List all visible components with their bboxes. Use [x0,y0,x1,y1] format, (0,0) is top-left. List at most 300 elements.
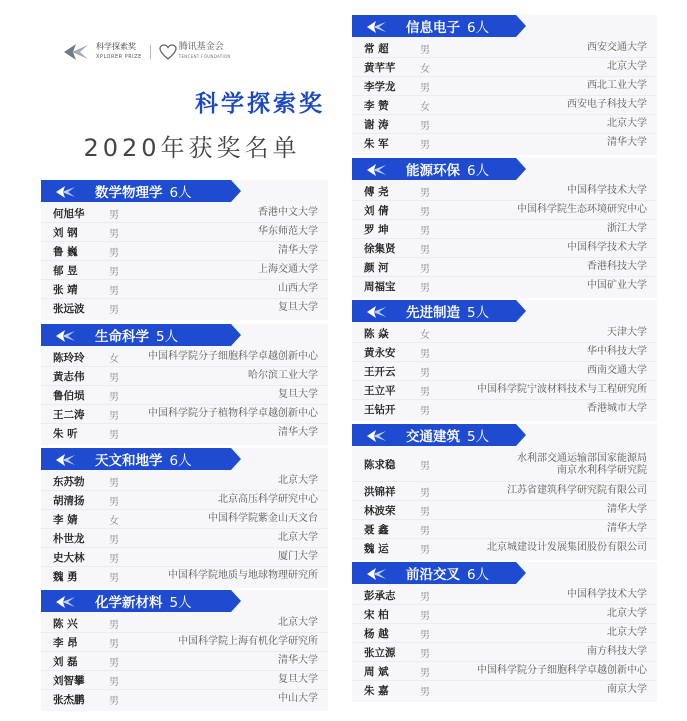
winner-affiliation-cell [125,283,328,295]
winner-affiliation: 中国科学院地质与地球物理研究所 [168,570,318,581]
winner-row [352,482,657,501]
winner-affiliation: 厦门大学 [278,551,318,562]
winner-affiliation: 清华大学 [278,427,318,438]
category-name: 交通建筑 [406,429,460,445]
winner-affiliation: 中国矿业大学 [587,280,647,291]
winner-affiliation-cell [436,542,657,554]
winner-affiliation-cell [125,674,328,686]
category-name: 天文和地学 [95,453,163,469]
category-count: 5人 [467,429,490,445]
winner-affiliation: 南京大学 [607,684,647,695]
winner-gender: 男 [109,638,119,650]
tencent-foundation-heart-icon [159,44,177,60]
winner-row [41,690,328,708]
winner-affiliation-cell [125,207,328,219]
winner-row [41,671,328,690]
winner-affiliation-cell [125,617,328,629]
winner-name: 徐集贤 [364,242,396,255]
winner-gender: 女 [109,515,119,527]
winner-name: 陈求稳 [364,459,396,471]
winner-gender: 男 [420,506,430,518]
winner-affiliation: 北京大学 [607,61,647,72]
winner-row [352,400,657,418]
category-panel [41,180,328,320]
winner-affiliation: 清华大学 [278,245,318,256]
winner-affiliation: 清华大学 [607,523,647,534]
winner-affiliation: 复旦大学 [278,389,318,400]
winner-name: 宋 柏 [364,608,389,621]
category-count: 5人 [169,595,192,611]
category-name: 能源环保 [406,163,460,179]
winner-row [352,239,657,258]
winner-affiliation-cell [436,365,657,377]
winner-row [41,223,328,242]
winner-gender: 男 [109,266,119,278]
winner-row [352,277,657,295]
category-name: 化学新材料 [95,595,163,611]
category-header [352,158,516,180]
xplorer-prize-logo-icon [62,42,92,62]
winner-row [352,343,657,362]
winner-gender: 女 [420,63,430,75]
winner-affiliation: 香港中文大学 [258,207,318,218]
winner-affiliation-cell [436,453,657,477]
xplorer-arrow-icon [366,162,388,176]
winner-gender: 男 [109,657,119,669]
winner-row [41,299,328,317]
winner-row [41,386,328,405]
category-count: 5人 [156,329,179,345]
winner-affiliation-cell [436,608,657,620]
category-header [41,180,231,202]
winner-affiliation: 北京大学 [607,627,647,638]
winner-name: 魏 运 [364,542,389,555]
winner-gender: 男 [109,285,119,297]
xplorer-arrow-icon [366,304,388,318]
winner-gender: 男 [420,610,430,622]
winner-row [352,220,657,239]
xplorer-arrow-icon [55,594,77,608]
winner-affiliation: 清华大学 [607,137,647,148]
winner-affiliation: 中国科学院分子细胞科学卓越创新中心 [477,665,647,676]
winner-name: 刘智攀 [53,674,85,687]
winner-gender: 男 [420,244,430,256]
winner-gender: 男 [109,619,119,631]
category-panel [352,562,657,702]
logo-tf-cn: 腾讯基金会 [178,42,224,52]
winner-name: 李 赞 [364,99,389,112]
winner-row [352,520,657,539]
winner-gender: 男 [420,139,430,151]
xplorer-arrow-icon [55,184,77,198]
winner-affiliation: 北京大学 [607,608,647,619]
page-subtitle: 2020年获奖名单 [83,134,301,162]
winner-name: 黄志伟 [53,370,85,383]
xplorer-arrow-icon [55,328,77,342]
winner-gender: 男 [420,206,430,218]
winner-affiliation-cell [436,504,657,516]
category-header [41,448,231,470]
winner-name: 史大林 [53,551,85,564]
category-panel [352,15,657,155]
winner-affiliation: 浙江大学 [607,223,647,234]
winner-name: 何旭华 [53,207,85,220]
winner-affiliation-cell [125,532,328,544]
winner-gender: 男 [420,282,430,294]
winner-row [352,501,657,520]
winner-affiliation: 西安电子科技大学 [567,99,647,110]
winner-row [41,491,328,510]
winner-row [41,405,328,424]
winner-affiliation-cell [436,523,657,535]
winner-row [352,77,657,96]
winner-gender: 男 [109,372,119,384]
winner-row [41,510,328,529]
winner-affiliation: 天津大学 [607,327,647,338]
winner-gender: 男 [420,544,430,556]
winner-affiliation: 中山大学 [278,693,318,704]
winner-affiliation: 香港科技大学 [587,261,647,272]
winner-name: 陈 焱 [364,327,389,340]
winner-affiliation-cell [125,264,328,276]
category-name: 生命科学 [95,329,149,345]
xplorer-prize-logo-text [96,42,142,62]
winner-name: 李学龙 [364,80,396,93]
winner-gender: 女 [420,101,430,113]
winner-gender: 男 [420,629,430,641]
winner-row [41,367,328,386]
winner-name: 周福宝 [364,280,396,293]
winner-affiliation: 中国科学技术大学 [567,589,647,600]
winner-affiliation-cell [125,475,328,487]
winner-affiliation-cell [125,408,328,420]
winner-name: 王开云 [364,365,396,378]
winner-name: 张远波 [53,302,85,315]
winner-affiliation: 水利部交通运输部国家能源局 [517,452,647,464]
winner-affiliation-cell [436,403,657,415]
winner-name: 朴世龙 [53,532,85,545]
logo-divider [150,45,151,59]
winner-row [352,624,657,643]
category-panel [352,300,657,421]
winner-gender: 男 [420,648,430,660]
winner-affiliation: 中国科学技术大学 [567,242,647,253]
winner-affiliation-cell [125,655,328,667]
winner-gender: 男 [109,391,119,403]
winner-affiliation-cell [125,636,328,648]
category-name: 前沿交叉 [406,567,460,583]
winner-gender: 男 [109,572,119,584]
winner-gender: 男 [109,553,119,565]
category-header [41,590,231,612]
winner-row [41,548,328,567]
winner-affiliation: 北京大学 [278,617,318,628]
winner-affiliation: 哈尔滨工业大学 [248,370,318,381]
winner-affiliation-cell [125,693,328,705]
winner-name: 罗 坤 [364,223,389,236]
winner-row [352,539,657,557]
winner-name: 王二涛 [53,408,85,421]
winner-row [41,261,328,280]
category-panel [352,424,657,560]
winner-name: 王立平 [364,384,396,397]
winner-affiliation: 华中科技大学 [587,346,647,357]
winner-affiliation-cell [125,427,328,439]
xplorer-arrow-icon [366,566,388,580]
winner-affiliation-cell [436,99,657,111]
winner-affiliation-cell [436,485,657,497]
winner-row [352,134,657,152]
winner-affiliation: 西安交通大学 [587,42,647,53]
winner-affiliation-cell [436,223,657,235]
winner-gender: 男 [420,487,430,499]
winner-affiliation-cell [436,589,657,601]
winner-affiliation-cell [436,204,657,216]
winner-affiliation-cell [125,302,328,314]
logo-tf-en: TENCENT FOUNDATION [178,54,231,59]
winner-row [41,633,328,652]
winner-affiliation: 香港城市大学 [587,403,647,414]
winner-name: 朱 嘉 [364,684,389,697]
winner-name: 鲁 巍 [53,245,78,258]
winner-affiliation-cell [436,627,657,639]
winner-row [41,652,328,671]
winner-name: 傅 尧 [364,185,389,198]
winner-name: 黄永安 [364,346,396,359]
winner-affiliation: 中国科学院紫金山天文台 [208,513,318,524]
winner-affiliation: 复旦大学 [278,302,318,313]
winner-gender: 男 [420,82,430,94]
winner-row [352,362,657,381]
category-name: 先进制造 [406,305,460,321]
winner-affiliation: 中国科学院分子细胞科学卓越创新中心 [148,351,318,362]
winner-row [41,348,328,367]
winner-gender: 女 [109,353,119,365]
winner-row [352,605,657,624]
category-name: 信息电子 [406,20,460,36]
category-panel [41,590,328,711]
winner-affiliation-cell [436,646,657,658]
winner-affiliation-cell [436,327,657,339]
winner-gender: 男 [109,534,119,546]
winner-gender: 男 [420,263,430,275]
category-count: 5人 [467,305,490,321]
winner-affiliation: 南方科技大学 [587,646,647,657]
category-count: 6人 [169,185,192,201]
logo-xp-cn: 科学探索奖 [96,42,136,51]
category-count: 6人 [467,567,490,583]
winner-row [41,529,328,548]
winner-row [41,424,328,442]
winner-affiliation-cell [125,551,328,563]
category-header [41,324,231,346]
category-header [352,424,516,446]
winner-row [352,115,657,134]
winner-affiliation-cell [436,242,657,254]
winner-name: 刘 倩 [364,204,389,217]
page-title: 科学探索奖 [195,91,325,117]
category-header [352,300,516,322]
winner-affiliation-cell [436,80,657,92]
winner-name: 周 斌 [364,665,389,678]
winner-name: 彭承志 [364,589,396,602]
category-count: 6人 [467,20,490,36]
winner-affiliation: 上海交通大学 [258,264,318,275]
winner-gender: 男 [109,410,119,422]
winner-gender: 男 [109,228,119,240]
winner-affiliation: 山西大学 [278,283,318,294]
winner-affiliation-cell [436,42,657,54]
winner-name: 胡清扬 [53,494,85,507]
winner-gender: 男 [109,676,119,688]
winner-row [352,662,657,681]
winner-row [352,681,657,699]
winner-name: 朱 军 [364,137,389,150]
winner-affiliation: 北京大学 [607,118,647,129]
winner-affiliation-cell [436,261,657,273]
winner-name: 鲁伯埙 [53,389,85,402]
winner-affiliation-cell [436,61,657,73]
winner-name: 李 婧 [53,513,78,526]
winner-name: 张杰鹏 [53,693,85,706]
winner-row [352,258,657,277]
winner-row [352,381,657,400]
winner-gender: 男 [109,209,119,221]
winner-affiliation: 江苏省建筑科学研究院有限公司 [507,485,647,496]
winner-gender: 男 [420,591,430,603]
winner-affiliation-cell [125,351,328,363]
winner-name: 李 昂 [53,636,78,649]
winner-affiliation-cell [125,370,328,382]
winner-gender: 男 [420,348,430,360]
winner-affiliation: 中国科学技术大学 [567,185,647,196]
winner-affiliation-cell [125,513,328,525]
winner-affiliation: 中国科学院分子植物科学卓越创新中心 [148,408,318,419]
winner-affiliation-cell [436,384,657,396]
winner-name: 陈 兴 [53,617,78,630]
winner-name: 刘 磊 [53,655,78,668]
logo-block [62,40,231,64]
winner-affiliation-cell [436,280,657,292]
xplorer-arrow-icon [366,428,388,442]
winner-name: 聂 鑫 [364,523,389,536]
winner-gender: 男 [420,667,430,679]
winner-affiliation: 清华大学 [607,504,647,515]
winner-gender: 男 [420,367,430,379]
winner-row [41,280,328,299]
winner-name: 张 靖 [53,283,78,296]
winner-row [352,586,657,605]
winner-row [41,472,328,491]
winner-affiliation-cell [125,494,328,506]
category-name: 数学物理学 [95,185,163,201]
winner-gender: 男 [420,405,430,417]
winner-row [352,448,657,482]
winner-name: 洪锦祥 [364,485,396,498]
winner-name: 朱 听 [53,427,78,440]
winner-name: 谢 涛 [364,118,389,131]
winner-gender: 男 [109,247,119,259]
logo-xp-en: XPLORER PRIZE [96,54,142,60]
winner-row [352,96,657,115]
winner-row [41,204,328,223]
winner-row [352,643,657,662]
winner-gender: 男 [420,187,430,199]
winner-name: 常 超 [364,42,389,55]
winner-name: 郁 昱 [53,264,78,277]
winner-affiliation-cell [436,346,657,358]
category-header [352,562,516,584]
winner-affiliation-cell [125,245,328,257]
tencent-foundation-logo-text [179,42,231,62]
winner-affiliation: 中国科学院上海有机化学研究所 [178,636,318,647]
winner-gender: 男 [420,44,430,56]
winner-affiliation-line2: 南京水利科学研究院 [557,464,647,476]
winner-name: 陈玲玲 [53,351,85,364]
winner-gender: 男 [420,525,430,537]
category-count: 6人 [467,163,490,179]
winner-gender: 男 [109,477,119,489]
winner-gender: 男 [109,496,119,508]
winner-name: 东苏勃 [53,475,85,488]
winner-name: 魏 勇 [53,570,78,583]
winner-row [41,614,328,633]
winner-gender: 男 [420,461,430,472]
winner-gender: 男 [109,429,119,441]
winner-row [352,182,657,201]
winner-affiliation-cell [125,570,328,582]
winner-affiliation: 清华大学 [278,655,318,666]
winner-affiliation: 复旦大学 [278,674,318,685]
category-panel [41,324,328,445]
category-header [352,15,516,37]
winner-affiliation: 中国科学院宁波材料技术与工程研究所 [477,384,647,395]
winner-row [41,242,328,261]
winner-affiliation: 北京大学 [278,532,318,543]
winner-affiliation-cell [125,226,328,238]
winner-gender: 男 [109,304,119,316]
winner-affiliation-cell [436,137,657,149]
winner-row [41,567,328,585]
winner-affiliation-cell [436,665,657,677]
winner-affiliation: 西南交通大学 [587,365,647,376]
winner-name: 刘 钢 [53,226,78,239]
winner-gender: 男 [420,120,430,132]
winner-name: 张立源 [364,646,396,659]
winner-affiliation: 北京大学 [278,475,318,486]
winner-name: 杨 越 [364,627,389,640]
winner-name: 颜 河 [364,261,389,274]
xplorer-arrow-icon [366,19,388,33]
winner-gender: 女 [420,329,430,341]
xplorer-arrow-icon [55,452,77,466]
winner-gender: 男 [420,386,430,398]
winner-affiliation: 北京城建设计发展集团股份有限公司 [487,542,647,553]
winner-affiliation-cell [125,389,328,401]
winner-row [352,201,657,220]
category-panel [41,448,328,588]
winner-affiliation: 中国科学院生态环境研究中心 [517,204,647,215]
winner-affiliation-cell [436,684,657,696]
category-count: 6人 [169,453,192,469]
winner-row [352,58,657,77]
winner-name: 王钻开 [364,403,396,416]
winner-affiliation: 西北工业大学 [587,80,647,91]
winner-name: 林波荣 [364,504,396,517]
winner-affiliation-cell [436,185,657,197]
winner-row [352,39,657,58]
winner-affiliation-cell [436,118,657,130]
